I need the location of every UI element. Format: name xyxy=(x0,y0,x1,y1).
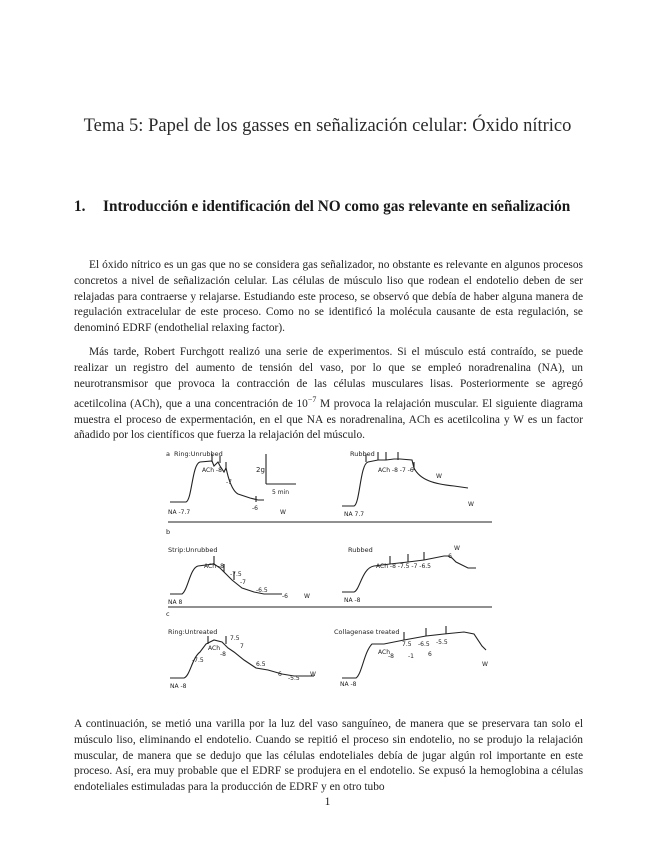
exponent: −7 xyxy=(307,395,317,405)
b-left-m7: -7 xyxy=(240,579,246,586)
a-right-w2: W xyxy=(468,501,474,508)
paragraph-furchgott-part2: M provoca la relajación muscular. El siguiente diagrama muestra el proceso de expermentación, en el que NA es noradrenalina, ACh es acetilcolina y W es un factor añadido por los científicos que fuerza la relajación del músculo. xyxy=(74,397,583,442)
paragraph-intro: El óxido nítrico es un gas que no se considera gas señalizador, no obstante es relevante en algunos procesos concretos a nivel de señalización celular. Las células de músculo liso que rodean el endotelio deben de ser relajadas para contraerse y relajarse. Estudiando este proceso, se observó que debía de haber alguna manera de regulación extracelular de este proceso. Como no se identificó la molécula causante de esta regulación, se denominó EDRF (endothelial relaxing factor). xyxy=(74,259,583,334)
c-left-m7: 7 xyxy=(240,643,244,650)
panel-c-right-label: Collagenase treated xyxy=(334,628,400,636)
panel-a-left-label: Ring:Unrubbed xyxy=(174,450,223,458)
c-left-na: NA -8 xyxy=(170,683,187,690)
panel-c-left-label: Ring:Untreated xyxy=(168,628,218,636)
panel-b-left-label: Strip:Unrubbed xyxy=(168,546,218,554)
c-right-m6: 6 xyxy=(428,651,432,658)
a-right-na: NA 7.7 xyxy=(344,511,365,518)
panel-c-letter: c xyxy=(166,610,170,618)
panel-b-letter: b xyxy=(166,528,171,536)
a-right-w1: W xyxy=(436,473,442,480)
c-left-m6: 6 xyxy=(278,671,282,678)
a-left-na: NA -7.7 xyxy=(168,509,191,516)
c-right-m55: -5.5 xyxy=(436,639,448,646)
c-right-m1: -1 xyxy=(408,653,414,660)
b-right-w: W xyxy=(454,545,460,552)
b-left-m6: -6 xyxy=(282,593,288,600)
b-right-na: NA -8 xyxy=(344,597,361,604)
section-heading xyxy=(74,197,584,216)
panel-a-right-label: Rubbed xyxy=(350,450,375,458)
paragraph-furchgott xyxy=(74,345,583,443)
paragraph-endothelium: A continuación, se metió una varilla por la luz del vaso sanguíneo, de manera que se preservara tan solo el músculo liso, eliminando el endotelio. Cuando se repitió el proceso sin endotelio, no se produjo la relajación muscular, de manera que se dedujo que las células endoteliales debía de jugar algún rol importante en este proceso. Así, era muy probable que el EDRF se produjera en el endotelio. Se expusó la hemoglobina a células endoteliales estimuladas para la producción de EDRF y en otro tubo xyxy=(74,718,583,793)
c-right-ach: ACh xyxy=(378,649,390,656)
c-left-m55: -5.5 xyxy=(288,675,300,682)
b-right-m6: -6 xyxy=(446,553,452,560)
a-left-ach: ACh -8 xyxy=(202,467,222,474)
c-right-m65: -6.5 xyxy=(418,641,430,648)
c-left-m8: -8 xyxy=(220,651,226,658)
a-left-m6: -6 xyxy=(252,505,258,512)
section-title: Introducción e identificación del NO como gas relevante en señalización xyxy=(103,198,571,215)
c-left-m65: 6.5 xyxy=(256,661,266,668)
a-left-w: W xyxy=(280,509,286,516)
experiment-figure xyxy=(164,444,494,690)
c-left-ach: ACh xyxy=(208,645,220,652)
a-left-m7: -7 xyxy=(226,479,232,486)
panel-a-letter: a xyxy=(166,450,170,458)
document-title: Tema 5: Papel de los gasses en señalización celular: Óxido nítrico xyxy=(83,116,572,136)
c-right-na: NA -8 xyxy=(340,681,357,688)
b-left-ach: ACh -8 xyxy=(204,563,224,570)
c-right-m75: 7.5 xyxy=(402,641,412,648)
section-number: 1. xyxy=(74,198,86,215)
c-right-m8: -8 xyxy=(388,653,394,660)
c-left-m75a: -7.5 xyxy=(192,657,204,664)
b-left-w: W xyxy=(304,593,310,600)
trace-c-right xyxy=(342,632,486,678)
c-left-w: W xyxy=(310,671,316,678)
b-left-na: NA 8 xyxy=(168,599,183,606)
panel-b-right-label: Rubbed xyxy=(348,546,373,554)
b-left-m65: -6.5 xyxy=(256,587,268,594)
scale-tension-label: 2g xyxy=(256,466,265,474)
page-number: 1 xyxy=(324,796,331,808)
c-left-m75b: 7.5 xyxy=(230,635,240,642)
b-right-ach: ACh -8 -7.5 -7 -6.5 xyxy=(376,563,431,570)
c-right-w: W xyxy=(482,661,488,668)
b-left-m75: -7.5 xyxy=(230,571,242,578)
scale-time-label: 5 min xyxy=(272,489,290,496)
trace-b-right xyxy=(342,556,476,592)
a-right-ach: ACh -8 -7 -6 xyxy=(378,467,414,474)
paragraph-furchgott-part1: Más tarde, Robert Furchgott realizó una serie de experimentos. Si el músculo está contraído, se puede realizar un registro del aumento de tensión del vaso, por lo que se empleó noradrenalina (NA), un neurotransmisor que provoca la contracción de las células musculares lisas. Posteriormente se agregó acetilcolina (ACh), que a una concentración de 10 xyxy=(74,346,583,410)
